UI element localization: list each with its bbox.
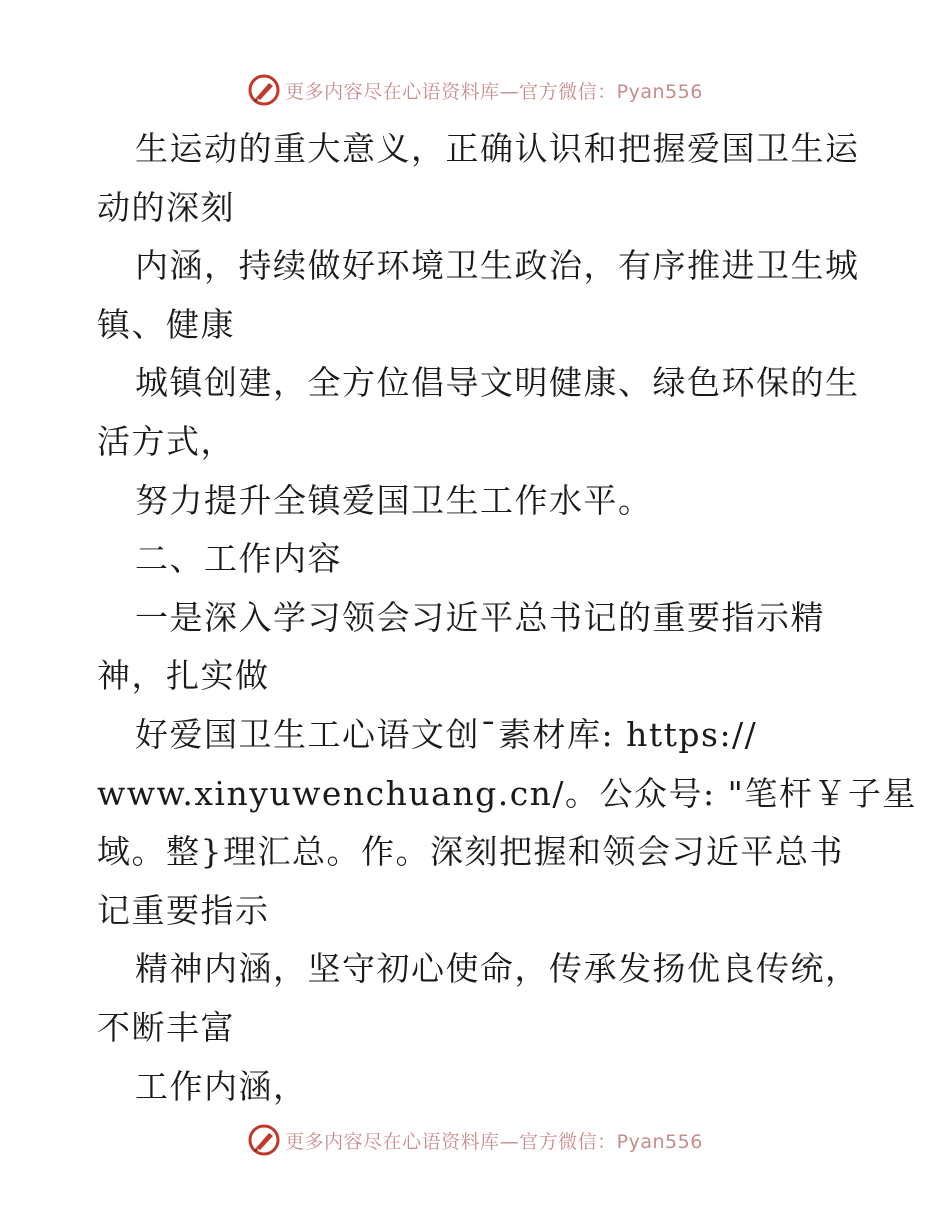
paragraph-line: 工作内涵， <box>135 1066 308 1106</box>
paragraph-line: 精神内涵，坚守初心使命，传承发扬优良传统， <box>135 949 860 989</box>
header-banner <box>0 70 950 110</box>
footer-banner-text: 更多内容尽在心语资料库—官方微信：Pyan556 <box>285 1130 703 1153</box>
paragraph-line: 动的深刻 <box>97 187 235 227</box>
header-banner-text: 更多内容尽在心语资料库—官方微信：Pyan556 <box>285 80 703 103</box>
paragraph-line: 记重要指示 <box>97 890 270 930</box>
paragraph-line: www.xinyuwenchuang.cn/。公众号: "笔杆￥子星 <box>97 773 917 813</box>
paragraph-line: 域。整}理汇总。作。深刻把握和领会习近平总书 <box>97 832 844 872</box>
paragraph-line: 生运动的重大意义，正确认识和把握爱国卫生运 <box>135 129 860 168</box>
document-body <box>97 120 917 1116</box>
paragraph-line: 神，扎实做 <box>97 656 270 696</box>
pen-logo-icon <box>247 73 281 107</box>
paragraph-line: 好爱国卫生工心语文创¯素材库: https:// <box>135 714 758 754</box>
pen-logo-icon <box>247 1123 281 1157</box>
paragraph-line: 镇、健康 <box>97 304 235 344</box>
paragraph-line: 不断丰富 <box>97 1007 235 1047</box>
paragraph-line: 活方式， <box>97 421 235 461</box>
paragraph-line: 城镇创建，全方位倡导文明健康、绿色环保的生 <box>135 363 860 403</box>
paragraph-line: 一是深入学习领会习近平总书记的重要指示精 <box>135 597 825 637</box>
paragraph-line: 努力提升全镇爱国卫生工作水平。 <box>135 480 653 520</box>
footer-banner <box>0 1120 950 1160</box>
section-heading: 二、工作内容 <box>135 539 342 579</box>
paragraph-line: 内涵，持续做好环境卫生政治，有序推进卫生城 <box>135 246 860 286</box>
